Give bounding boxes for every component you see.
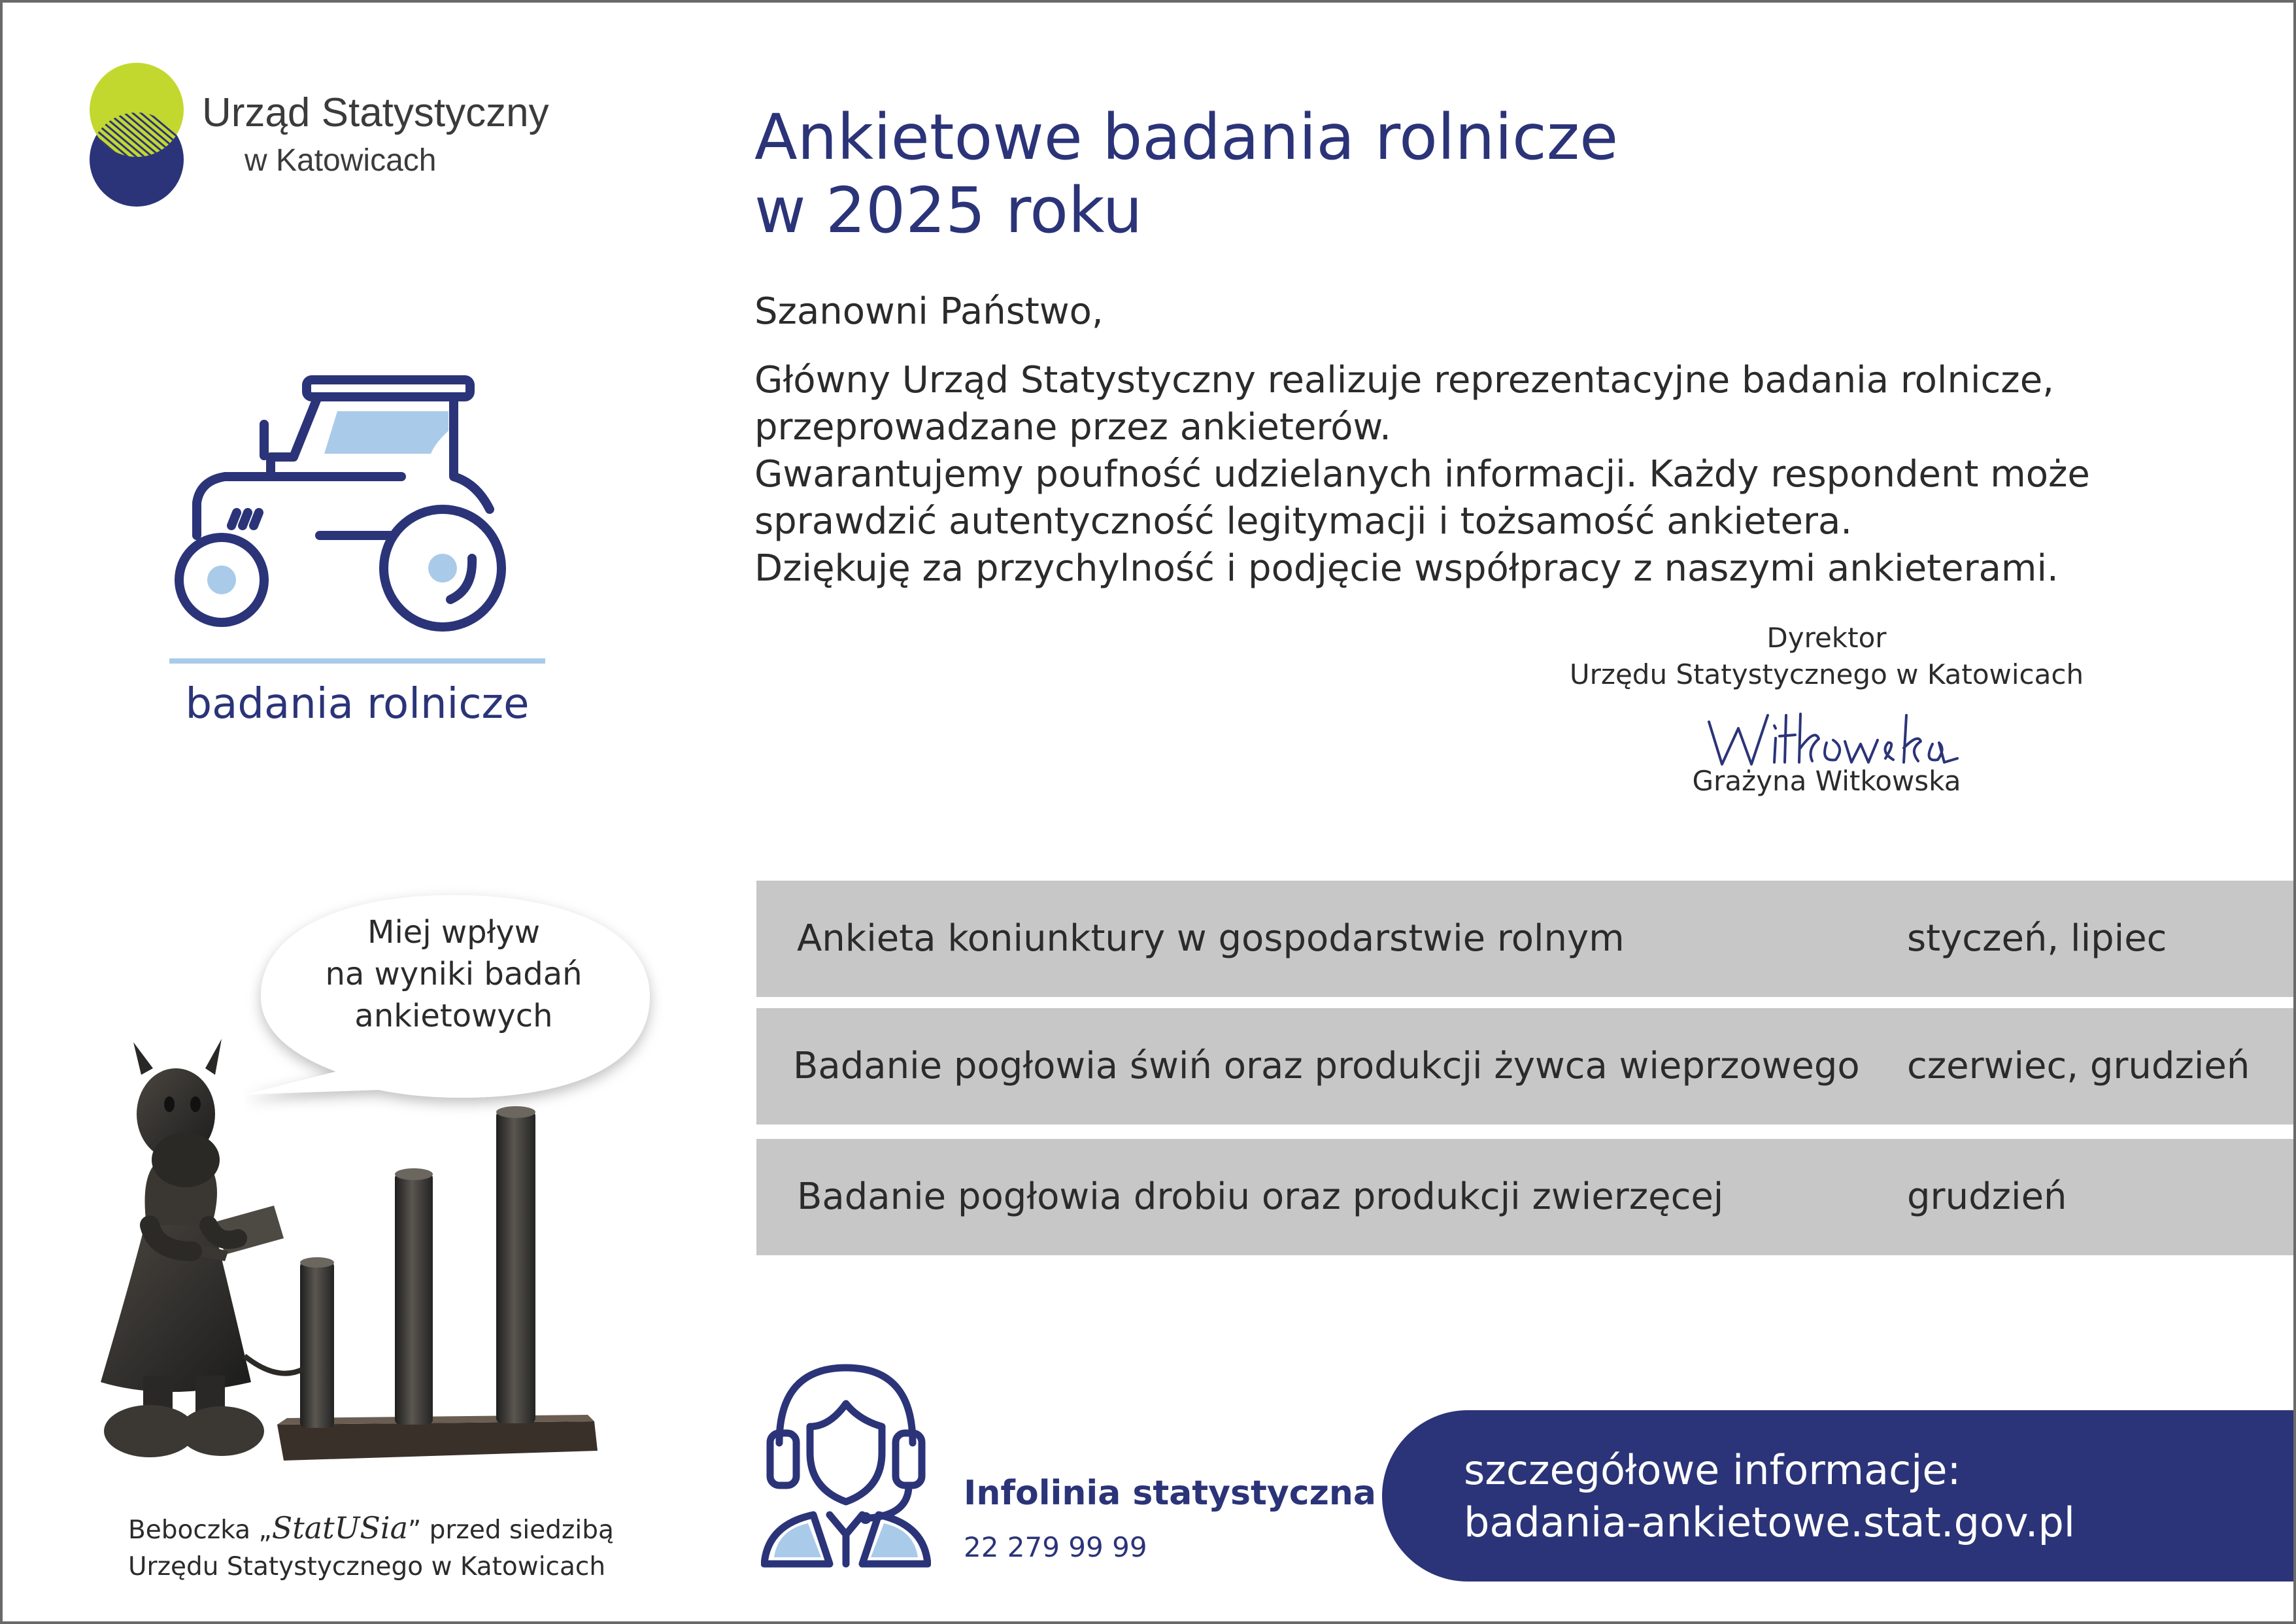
caption-name: StatUSia (271, 1510, 409, 1546)
statue-caption (128, 1510, 717, 1585)
handwritten-signature (1702, 702, 1964, 774)
infoline-title: Infolinia statystyczna (964, 1474, 1376, 1513)
infoline-phone[interactable]: 22 279 99 99 (964, 1531, 1147, 1563)
speech-line: na wyniki badań (325, 956, 582, 992)
survey-row (756, 1008, 2296, 1125)
signature-office: Urzędu Statystycznego w Katowicach (1569, 658, 2084, 690)
headset-icon (761, 1355, 931, 1570)
letter-greeting: Szanowni Państwo, (754, 290, 1104, 333)
survey-period: czerwiec, grudzień (1907, 1045, 2250, 1087)
speech-line: ankietowych (354, 998, 553, 1034)
speech-line: Miej wpływ (367, 914, 540, 951)
title-line-2: w 2025 roku (754, 174, 1143, 247)
mascot-statue-image (88, 964, 611, 1480)
survey-period: grudzień (1907, 1176, 2067, 1218)
survey-period: styczeń, lipiec (1907, 917, 2167, 960)
letter-line: sprawdzić autentyczność legitymacji i tożsamość ankietera. (754, 500, 1853, 543)
letter-line: przeprowadzane przez ankieterów. (754, 406, 1391, 448)
category-label: badania rolnicze (185, 680, 530, 728)
signature-title: Dyrektor (1766, 622, 1887, 654)
signature-name: Grażyna Witkowska (1692, 765, 1961, 797)
category-divider (169, 658, 545, 664)
letter-line: Gwarantujemy poufność udzielanych informacji. Każdy respondent może (754, 453, 2090, 496)
letter-body (754, 357, 2278, 592)
survey-row (756, 1139, 2296, 1255)
survey-name: Badanie pogłowia świń oraz produkcji żywca wieprzowego (793, 1045, 1860, 1087)
caption-suffix: ” przed siedzibą (408, 1515, 614, 1545)
more-info-text (1464, 1444, 2075, 1549)
org-city: w Katowicach (245, 143, 437, 178)
org-name: Urząd Statystyczny (202, 90, 549, 135)
logo-icon (88, 63, 186, 207)
page-title (754, 101, 1618, 247)
caption-prefix: Beboczka „ (128, 1515, 272, 1545)
letter-line: Dziękuję za przychylność i podjęcie współpracy z naszymi ankieterami. (754, 547, 2059, 590)
caption-line-2: Urzędu Statystycznego w Katowicach (128, 1552, 606, 1582)
signature-role (1532, 620, 2121, 693)
letter-line: Główny Urząd Statystyczny realizuje reprezentacyjne badania rolnicze, (754, 359, 2054, 401)
title-line-1: Ankietowe badania rolnicze (754, 101, 1619, 174)
survey-name: Ankieta koniunktury w gospodarstwie rolnym (797, 917, 1625, 960)
tractor-icon (166, 372, 519, 634)
survey-name: Badanie pogłowia drobiu oraz produkcji zwierzęcej (797, 1176, 1724, 1218)
survey-row (756, 881, 2296, 997)
more-info-link[interactable]: badania-ankietowe.stat.gov.pl (1464, 1498, 2076, 1546)
more-info-label: szczegółowe informacje: (1464, 1446, 1961, 1494)
